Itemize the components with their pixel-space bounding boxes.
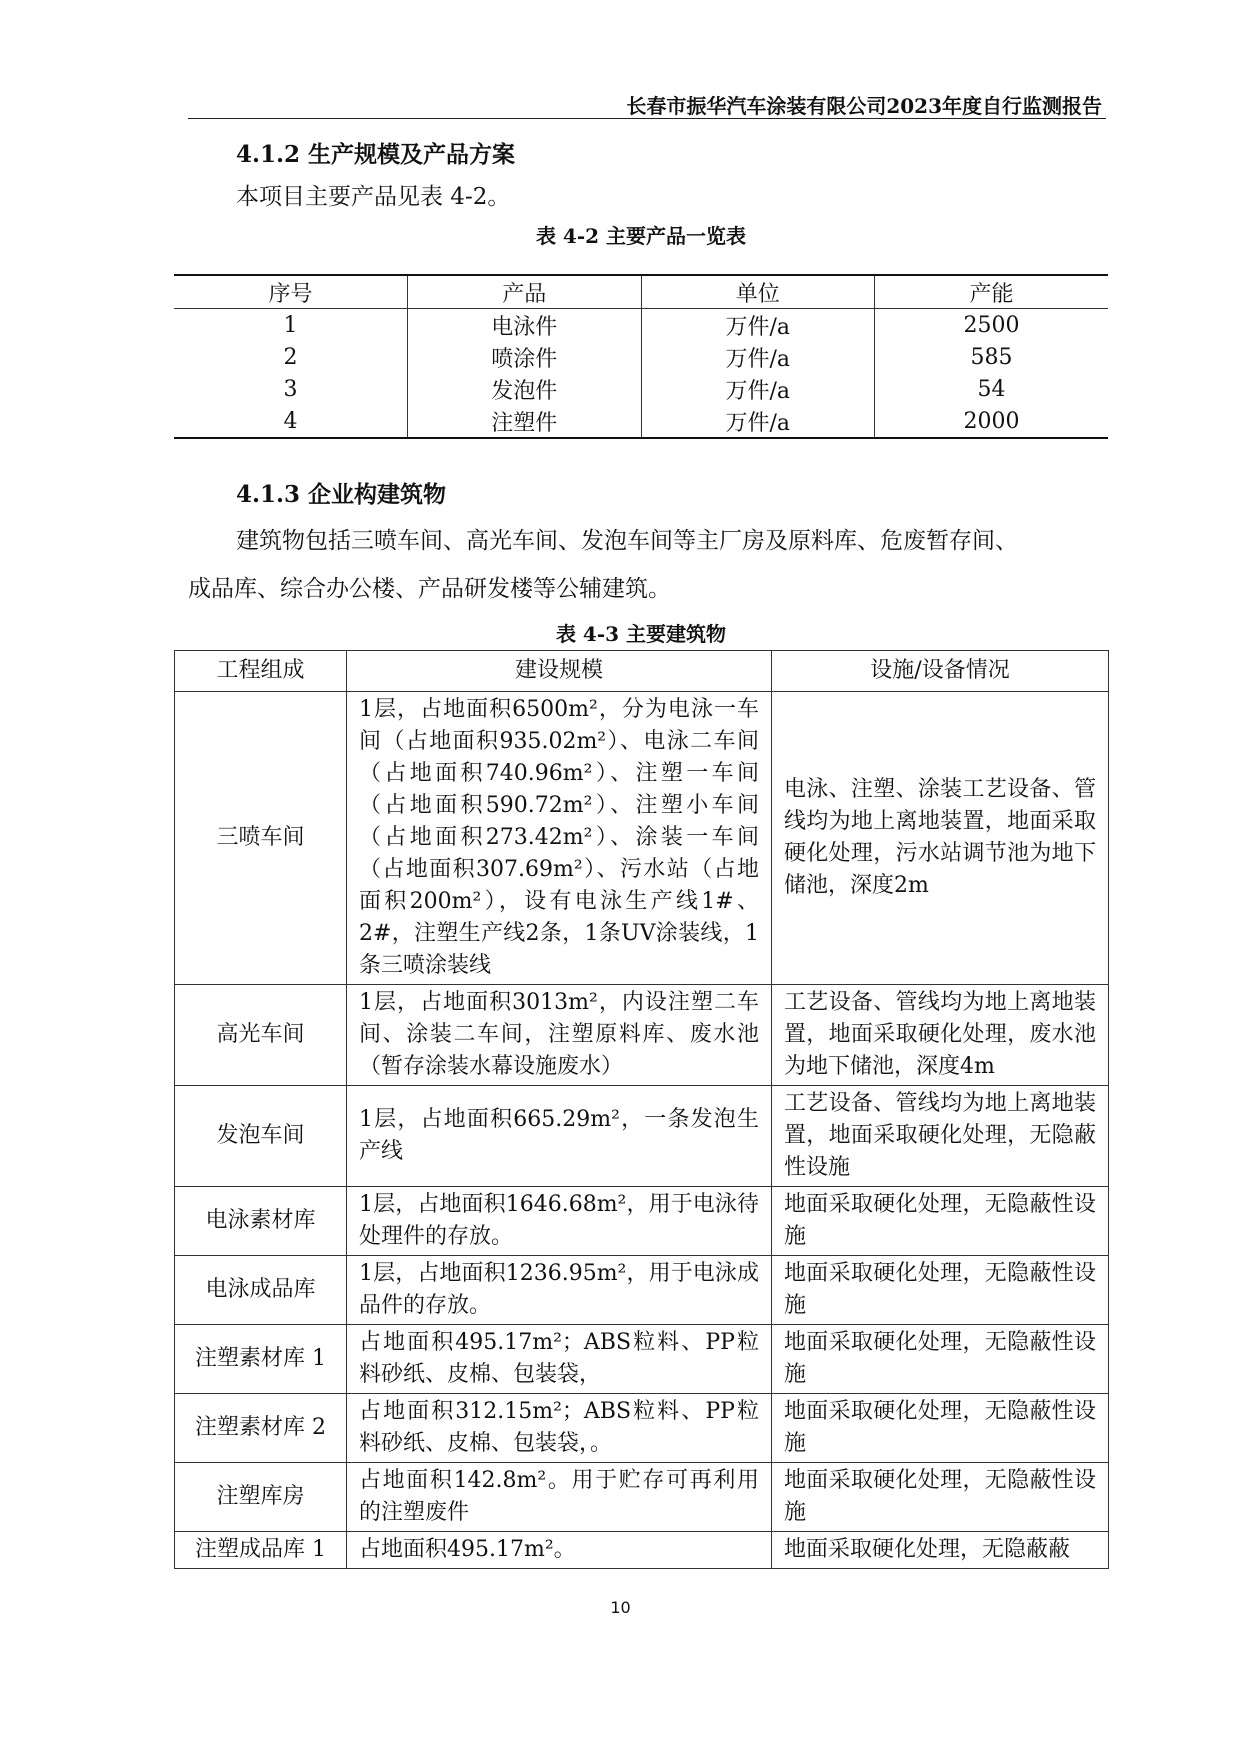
cell: 电泳件: [408, 309, 642, 342]
building-facility: 工艺设备、管线均为地上离地装置，地面采取硬化处理，废水池为地下储池，深度4m: [772, 985, 1109, 1086]
cell: 万件/a: [641, 309, 875, 342]
section-413-heading: 4.1.3 企业构建筑物: [236, 481, 447, 508]
building-facility: 工艺设备、管线均为地上离地装置，地面采取硬化处理，无隐蔽性设施: [772, 1086, 1109, 1187]
cell: 注塑件: [408, 405, 642, 438]
table-row: [174, 309, 1108, 342]
cell: 1: [283, 312, 298, 338]
cell: 万件/a: [641, 405, 875, 438]
building-name: 电泳成品库: [175, 1256, 347, 1325]
building-scale: 占地面积495.17m²。: [347, 1532, 772, 1569]
building-name: 注塑成品库 1: [175, 1532, 347, 1569]
cell: 54: [875, 373, 1109, 405]
cell: 3: [283, 376, 298, 402]
building-facility: 电泳、注塑、涂装工艺设备、管线均为地上离地装置，地面采取硬化处理，污水站调节池为地下储池，深度2m: [772, 692, 1109, 985]
building-name: 电泳素材库: [175, 1187, 347, 1256]
building-scale: 占地面积312.15m²；ABS粒料、PP粒料砂纸、皮棉、包装袋，。: [347, 1394, 772, 1463]
table-42-caption: 表 4-2 主要产品一览表: [535, 224, 747, 248]
page-header: [188, 88, 1106, 119]
table-43-caption: 表 4-3 主要建筑物: [555, 622, 727, 646]
building-table: [174, 650, 1109, 1569]
section-413-para-line1: 建筑物包括三喷车间、高光车间、发泡车间等主厂房及原料库、危废暂存间、: [236, 528, 1018, 554]
section-412-intro: 本项目主要产品见表 4-2。: [236, 184, 511, 210]
col-header: 工程组成: [175, 651, 347, 692]
table-row: [175, 692, 1109, 985]
building-scale: 1层，占地面积665.29m²，一条发泡生产线: [347, 1086, 772, 1187]
building-scale: 占地面积142.8m²。用于贮存可再利用的注塑废件: [347, 1463, 772, 1532]
table-row: [175, 1394, 1109, 1463]
building-scale: 1层，占地面积6500m²，分为电泳一车间（占地面积935.02m²）、电泳二车间（占地面积740.96m²）、注塑一车间（占地面积590.72m²）、注塑小车间（占地面积273.42m²）、涂装一车间（占地面积307.69m²）、污水站（占地面积200m²），设有电泳生产线1#、2#，注塑生产线2条，1条UV涂装线，1条三喷涂装线: [347, 692, 772, 985]
col-header: 单位: [641, 275, 875, 309]
table-row: [175, 1325, 1109, 1394]
cell: 2: [283, 344, 298, 370]
table-header-row: [175, 651, 1109, 692]
building-scale: 1层，占地面积1236.95m²，用于电泳成品件的存放。: [347, 1256, 772, 1325]
table-row: [175, 1532, 1109, 1569]
cell: 喷涂件: [408, 341, 642, 373]
cell: 万件/a: [641, 373, 875, 405]
building-name: 发泡车间: [175, 1086, 347, 1187]
building-scale: 占地面积495.17m²；ABS粒料、PP粒料砂纸、皮棉、包装袋，: [347, 1325, 772, 1394]
table-row: [174, 341, 1108, 373]
building-facility: 地面采取硬化处理，无隐蔽性设施: [772, 1463, 1109, 1532]
table-row: [175, 1086, 1109, 1187]
building-name: 三喷车间: [175, 692, 347, 985]
table-row: [175, 1187, 1109, 1256]
col-header: 序号: [174, 275, 408, 309]
table-row: [174, 373, 1108, 405]
table-row: [175, 1463, 1109, 1532]
col-header: 设施/设备情况: [772, 651, 1109, 692]
section-412-heading: 4.1.2 生产规模及产品方案: [236, 141, 516, 168]
building-facility: 地面采取硬化处理，无隐蔽性设施: [772, 1394, 1109, 1463]
building-name: 注塑素材库 1: [175, 1325, 347, 1394]
cell: 585: [875, 341, 1109, 373]
table-row: [175, 1256, 1109, 1325]
table-header-row: [174, 275, 1108, 309]
col-header: 产能: [875, 275, 1109, 309]
cell: 2000: [875, 405, 1109, 438]
table-row: [175, 985, 1109, 1086]
cell: 2500: [875, 309, 1109, 342]
cell: 发泡件: [408, 373, 642, 405]
cell: 万件/a: [641, 341, 875, 373]
section-413-para-line2: 成品库、综合办公楼、产品研发楼等公辅建筑。: [188, 576, 671, 602]
header-title: 长春市振华汽车涂装有限公司2023年度自行监测报告: [626, 94, 1102, 118]
col-header: 产品: [408, 275, 642, 309]
building-name: 高光车间: [175, 985, 347, 1086]
building-facility: 地面采取硬化处理，无隐蔽性设施: [772, 1256, 1109, 1325]
building-name: 注塑素材库 2: [175, 1394, 347, 1463]
page-number: 10: [610, 1598, 631, 1617]
building-name: 注塑库房: [175, 1463, 347, 1532]
col-header: 建设规模: [347, 651, 772, 692]
building-facility: 地面采取硬化处理，无隐蔽性设施: [772, 1187, 1109, 1256]
building-scale: 1层，占地面积1646.68m²，用于电泳待处理件的存放。: [347, 1187, 772, 1256]
building-scale: 1层，占地面积3013m²，内设注塑二车间、涂装二车间，注塑原料库、废水池（暂存涂装水幕设施废水）: [347, 985, 772, 1086]
building-facility: 地面采取硬化处理，无隐蔽蔽: [772, 1532, 1109, 1569]
building-facility: 地面采取硬化处理，无隐蔽性设施: [772, 1325, 1109, 1394]
cell: 4: [283, 408, 298, 434]
table-row: [174, 405, 1108, 438]
product-table: [174, 274, 1108, 439]
